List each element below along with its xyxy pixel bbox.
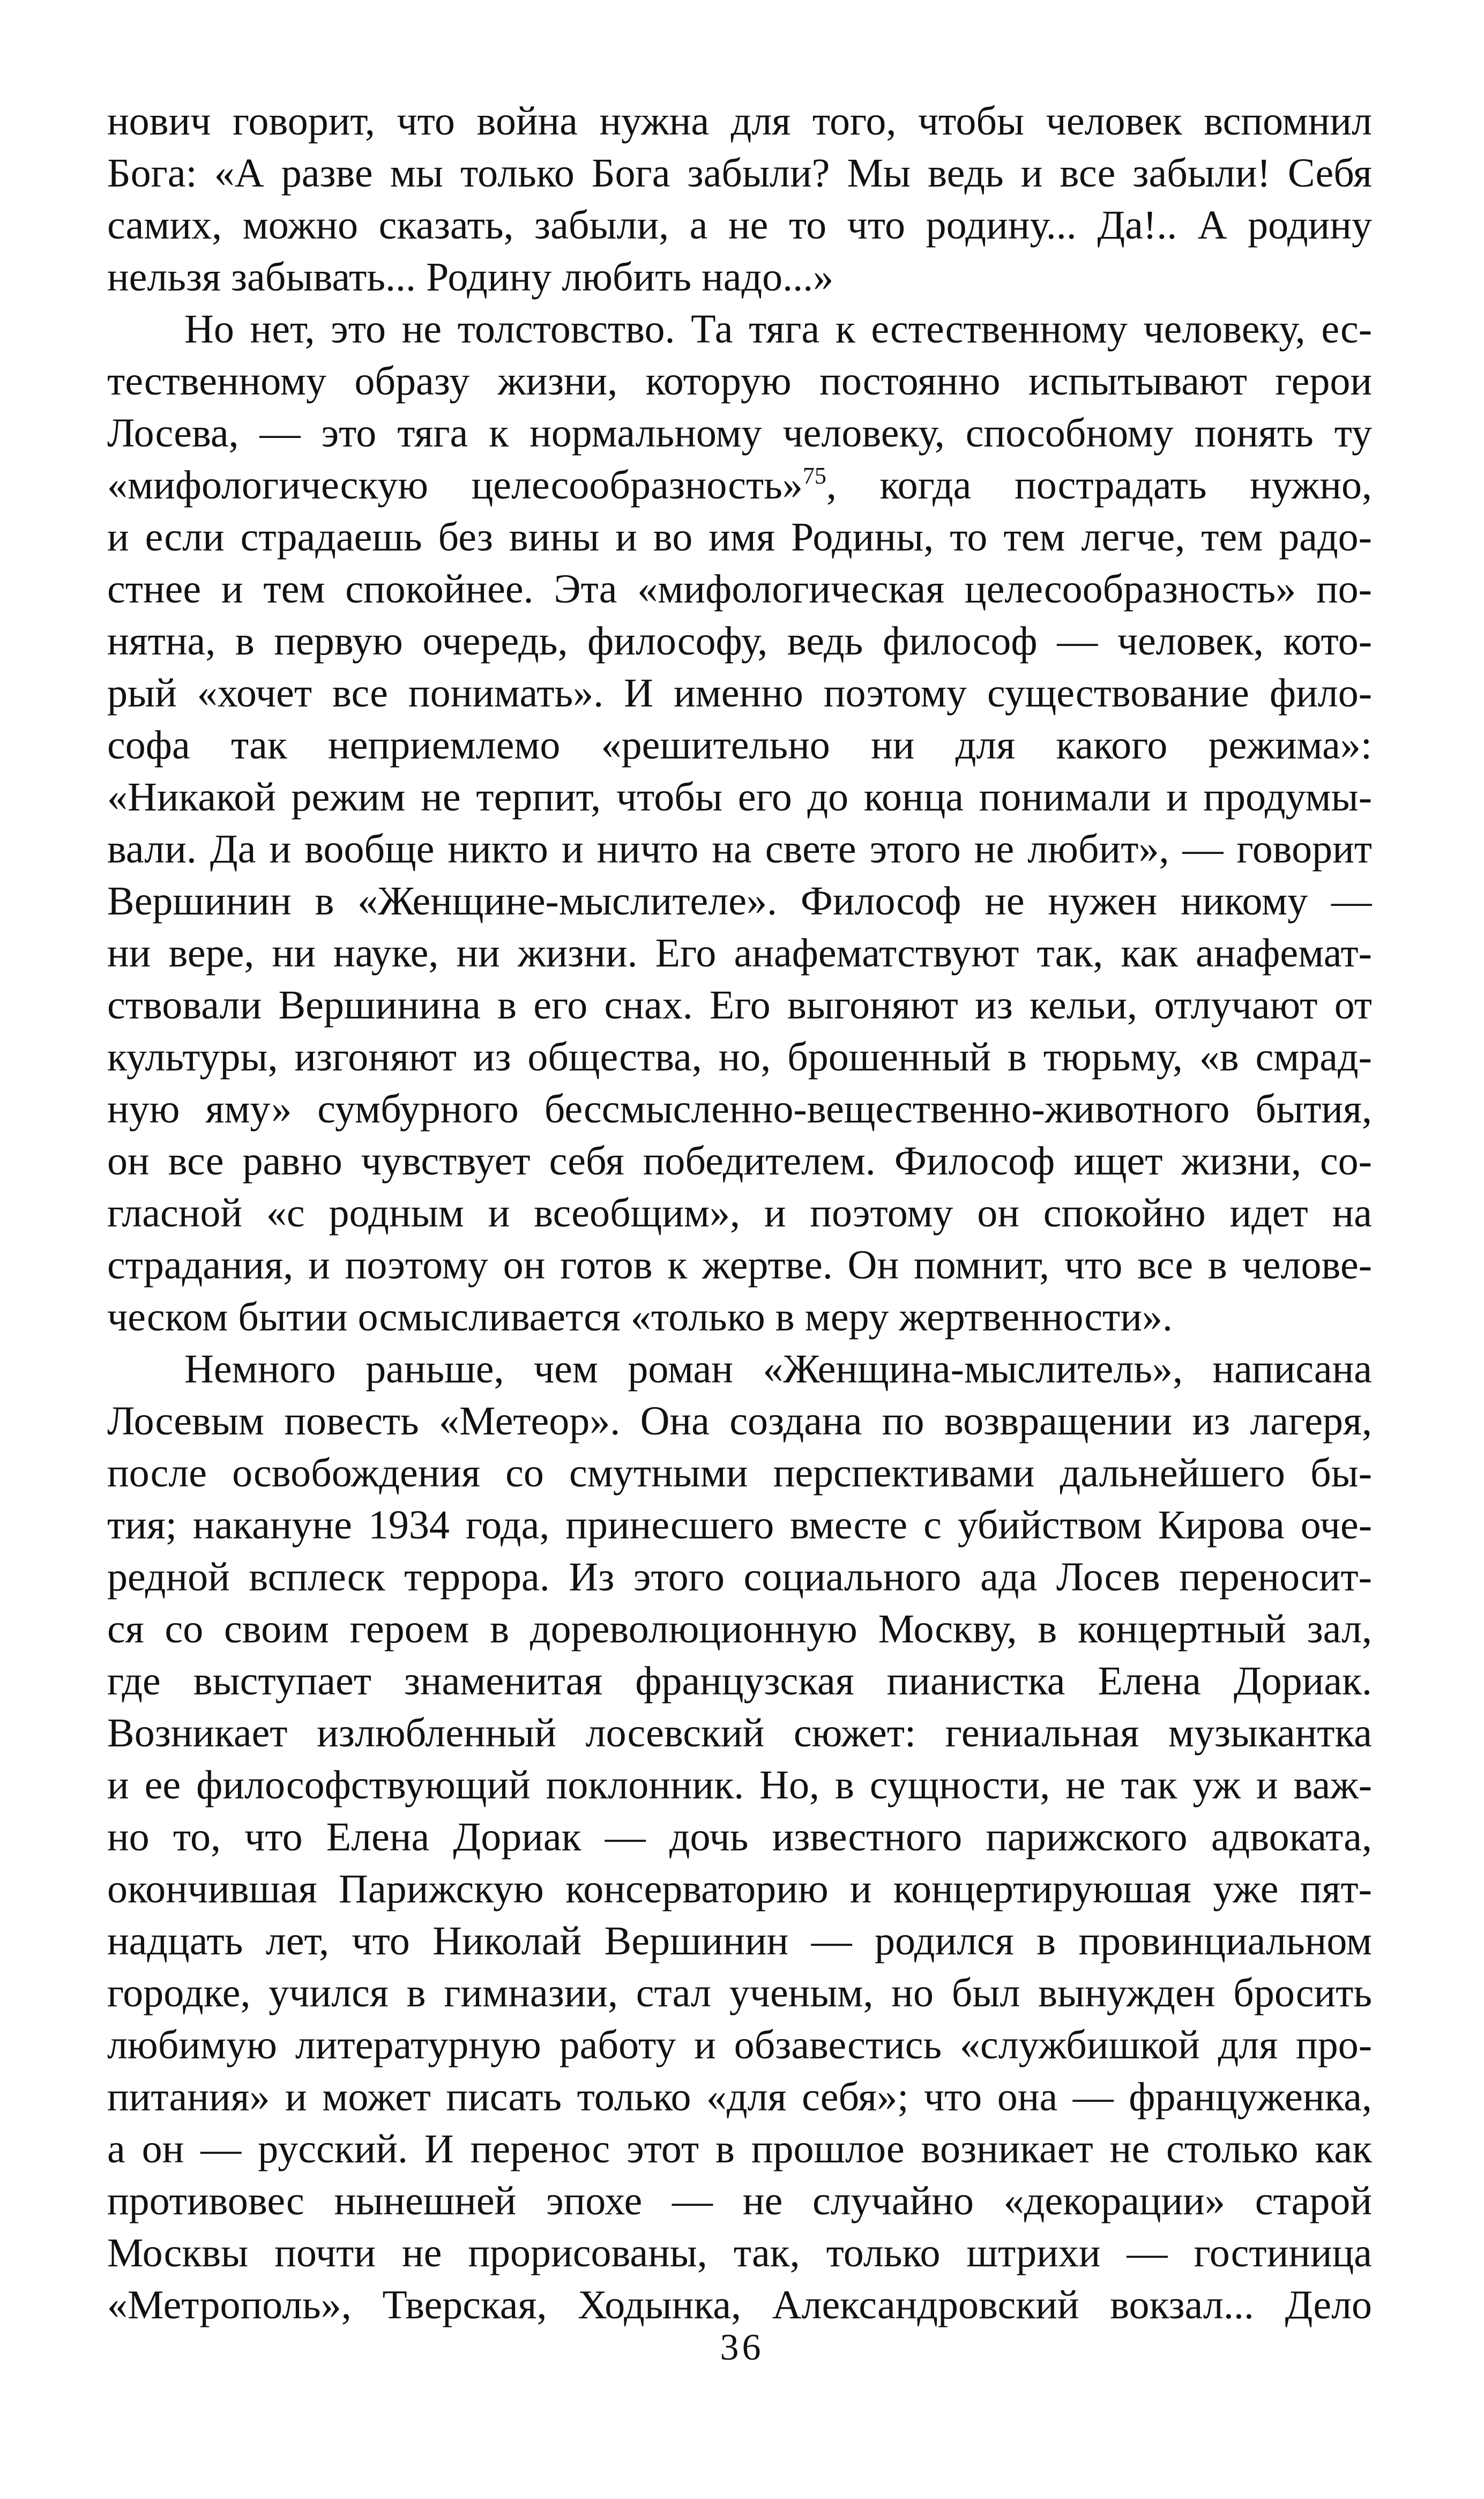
page-body [107, 95, 1372, 2331]
text-line: а он — русский. И перенос этот в прошлое возникает не столько как [107, 2126, 1372, 2171]
text-line: нятна, в первую очередь, философу, ведь философ — человек, кото- [107, 619, 1372, 664]
text-line: самих, можно сказать, забыли, а не то что родину... Да!.. А родину [107, 203, 1372, 248]
paragraph [107, 95, 1372, 303]
text-line: Бога: «А разве мы только Бога забыли? Мы ведь и все забыли! Себя [107, 151, 1372, 196]
text-line: рый «хочет все понимать». И именно поэтому существование фило- [107, 671, 1372, 716]
text-line: страдания, и поэтому он готов к жертве. Он помнит, что все в челове- [107, 1243, 1372, 1288]
text-line: софа так неприемлемо «решительно ни для какого режима»: [107, 723, 1372, 768]
text-line: Но нет, это не толстовство. Та тяга к естественному человеку, ес- [184, 307, 1372, 352]
text-line: культуры, изгоняют из общества, но, брошенный в тюрьму, «в смрад- [107, 1035, 1372, 1080]
text-line: Возникает излюбленный лосевский сюжет: гениальная музыкантка [107, 1710, 1372, 1756]
footnote-mark: 75 [802, 463, 826, 489]
text-line: ческом бытии осмысливается «только в меру жертвенности». [107, 1295, 1173, 1340]
text-line: Вершинин в «Женщине-мыслителе». Философ не нужен никому — [107, 879, 1372, 924]
text-line: «Никакой режим не терпит, чтобы его до конца понимали и продумы- [107, 775, 1372, 820]
text-line: тия; накануне 1934 года, принесшего вместе с убийством Кирова оче- [107, 1503, 1372, 1548]
paragraph [107, 1343, 1372, 2331]
text-line: ни вере, ни науке, ни жизни. Его анафематствуют так, как анафемат- [107, 931, 1372, 976]
text-line: любимую литературную работу и обзавестись «службишкой для про- [107, 2022, 1372, 2067]
text-line: противовес нынешней эпохе — не случайно «декорации» старой [107, 2178, 1372, 2223]
text-line: ся со своим героем в дореволюционную Москву, в концертный зал, [107, 1606, 1372, 1652]
text-line: Москвы почти не прорисованы, так, только штрихи — гостиница [107, 2230, 1372, 2275]
text-line: надцать лет, что Николай Вершинин — родился в провинциальном [107, 1918, 1372, 1963]
text-line: ствовали Вершинина в его снах. Его выгоняют из кельи, отлучают от [107, 983, 1372, 1028]
text-line: и ее философствующий поклонник. Но, в сущности, не так уж и важ- [107, 1762, 1372, 1808]
text-line: вали. Да и вообще никто и ничто на свете этого не любит», — говорит [107, 827, 1372, 872]
text-line: нельзя забывать... Родину любить надо...» [107, 255, 834, 300]
text-line: «Метрополь», Тверская, Ходынка, Александровский вокзал... Дело [107, 2282, 1372, 2327]
text-line: и если страдаешь без вины и во имя Родины, то тем легче, тем радо- [107, 515, 1372, 560]
text-line: ную яму» сумбурного бессмысленно-вещественно-животного бытия, [107, 1087, 1372, 1132]
text-line: нович говорит, что война нужна для того, чтобы человек вспомнил [107, 99, 1372, 144]
text-line: стнее и тем спокойнее. Эта «мифологическая целесообразность» по- [107, 567, 1372, 612]
text-line: Лосевым повесть «Метеор». Она создана по возвращении из лагеря, [107, 1399, 1372, 1444]
text-line [107, 459, 1372, 511]
text-line: Немного раньше, чем роман «Женщина-мыслитель», написана [184, 1347, 1372, 1392]
text-line: после освобождения со смутными перспективами дальнейшего бы- [107, 1451, 1372, 1496]
page-number: 36 [720, 2327, 764, 2368]
text-line: но то, что Елена Дориак — дочь известного парижского адвоката, [107, 1814, 1372, 1860]
paragraph [107, 303, 1372, 1343]
text-line: окончившая Парижскую консерваторию и концертируюшая уже пят- [107, 1866, 1372, 1912]
text-line: городке, учился в гимназии, стал ученым, но был вынужден бросить [107, 1970, 1372, 2015]
text-line: гласной «с родным и всеобщим», и поэтому он спокойно идет на [107, 1191, 1372, 1236]
text-line: питания» и может писать только «для себя»; что она — француженка, [107, 2074, 1372, 2119]
text-line: Лосева, — это тяга к нормальному человеку, способному понять ту [107, 411, 1372, 456]
text-segment: «мифологическую целесообразность» [107, 463, 803, 508]
text-line: тественному образу жизни, которую постоянно испытывают герои [107, 359, 1372, 404]
text-line: редной всплеск террора. Из этого социального ада Лосев переносит- [107, 1555, 1372, 1600]
text-segment: , когда пострадать нужно, [826, 463, 1372, 508]
text-line: он все равно чувствует себя победителем. Философ ищет жизни, со- [107, 1139, 1372, 1184]
text-line: где выступает знаменитая французская пианистка Елена Дориак. [107, 1658, 1372, 1704]
